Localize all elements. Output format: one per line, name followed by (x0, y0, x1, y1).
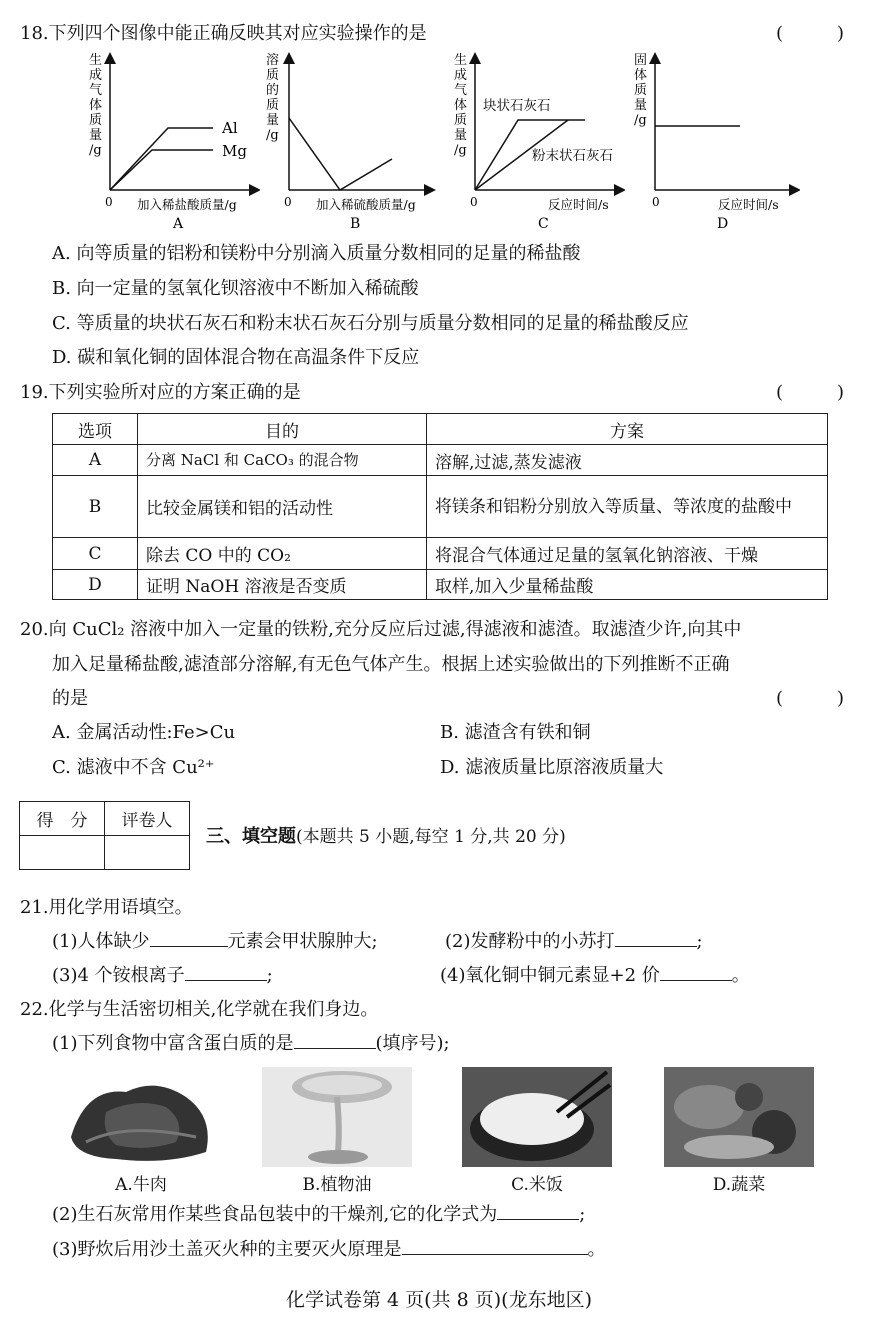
table-row (53, 445, 828, 476)
q18-option-c: C. 等质量的块状石灰石和粉末状石灰石分别与质量分数相同的足量的稀盐酸反应 (52, 313, 689, 334)
q20-option-b: B. 滤渣含有铁和铜 (440, 722, 591, 743)
ylabel-char: /g (89, 143, 102, 158)
graph-c (450, 48, 625, 233)
graph-c-ylabel (454, 52, 467, 158)
graph-a-mg-label: Mg (222, 142, 247, 160)
graph-d-tag: D (717, 216, 729, 232)
q21-p2-prefix: (2)发酵粉中的小苏打 (445, 931, 615, 952)
q19-table (52, 413, 828, 600)
row-goal: 除去 CO 中的 CO₂ (138, 538, 427, 570)
q21-part2 (445, 927, 703, 953)
row-plan: 将镁条和铝粉分别放入等质量、等浓度的盐酸中 (427, 476, 828, 538)
ylabel-char: 量 (266, 113, 280, 128)
q21-p4-suffix: 。 (731, 965, 750, 986)
graph-a-al-label: Al (222, 119, 238, 137)
ylabel-char: 质 (634, 83, 648, 98)
graph-a-tag: A (173, 216, 184, 232)
row-option: B (53, 476, 138, 538)
graph-d-xlabel: 反应时间/s (718, 197, 779, 212)
q20-line3: 的是 (52, 688, 88, 709)
q20-option-d: D. 滤液质量比原溶液质量大 (440, 757, 664, 778)
q18-option-a: A. 向等质量的铝粉和镁粉中分别滴入质量分数相同的足量的稀盐酸 (52, 243, 581, 264)
score-cell[interactable] (20, 836, 105, 870)
food-caption-d: D.蔬菜 (712, 1175, 766, 1195)
vegetable-oil-image (262, 1067, 412, 1167)
q21-blank-3[interactable] (185, 962, 267, 981)
q18-option-d: D. 碳和氧化铜的固体混合物在高温条件下反应 (52, 347, 420, 368)
row-option: A (53, 445, 138, 476)
q22-part1 (52, 1029, 450, 1055)
ylabel-char: 气 (89, 83, 103, 98)
q22-p3-prefix: (3)野炊后用沙土盖灭火种的主要灭火原理是 (52, 1239, 402, 1260)
vegetables-image (664, 1067, 814, 1167)
graph-a-al-line (110, 128, 213, 190)
header-plan: 方案 (427, 414, 828, 445)
graph-c-origin: 0 (470, 195, 478, 209)
graph-a-mg-line (110, 150, 213, 190)
graph-b-tag: B (350, 216, 361, 232)
graph-a-xlabel: 加入稀盐酸质量/g (137, 197, 237, 212)
ylabel-char: 量 (454, 128, 468, 143)
q21-part1 (52, 927, 378, 953)
ylabel-char: /g (454, 143, 467, 158)
graph-b-line (289, 118, 392, 190)
graph-b-origin: 0 (284, 195, 292, 209)
q22-blank-2[interactable] (497, 1201, 579, 1220)
graph-b (262, 48, 437, 233)
table-row (53, 570, 828, 600)
q22-blank-3[interactable] (402, 1236, 588, 1255)
q21-part4 (440, 961, 750, 987)
q21-stem: 21.用化学用语填空。 (20, 897, 193, 918)
q20-answer-paren: ( ) (776, 688, 845, 709)
q18-stem: 18.下列四个图像中能正确反映其对应实验操作的是 (20, 23, 427, 44)
ylabel-char: 的 (266, 83, 280, 98)
q22-stem: 22.化学与生活密切相关,化学就在我们身边。 (20, 999, 379, 1020)
page-footer: 化学试卷第 4 页(共 8 页)(龙东地区) (286, 1289, 592, 1311)
q21-blank-4[interactable] (660, 962, 732, 981)
q22-p2-suffix: ; (579, 1204, 586, 1225)
ylabel-char: 量 (89, 128, 103, 143)
header-option: 选项 (53, 414, 138, 445)
q21-p3-prefix: (3)4 个铵根离子 (52, 965, 185, 986)
row-option: D (53, 570, 138, 600)
ylabel-char: 体 (634, 68, 648, 83)
q22-part3 (52, 1235, 606, 1261)
q18-answer-paren: ( ) (776, 23, 845, 44)
q20-option-c: C. 滤液中不含 Cu²⁺ (52, 757, 215, 778)
food-caption-a: A.牛肉 (115, 1175, 167, 1195)
q21-p1-prefix: (1)人体缺少 (52, 931, 150, 952)
row-option: C (53, 538, 138, 570)
header-goal: 目的 (138, 414, 427, 445)
graph-b-xlabel: 加入稀硫酸质量/g (316, 197, 416, 212)
q21-p3-suffix: ; (266, 965, 273, 986)
row-plan: 将混合气体通过足量的氢氧化钠溶液、干燥 (427, 538, 828, 570)
section3-title: 三、填空题 (206, 826, 296, 847)
ylabel-char: 成 (454, 68, 468, 83)
q22-part2 (52, 1200, 585, 1226)
q20-option-a: A. 金属活动性:Fe>Cu (52, 722, 236, 743)
q21-p1-suffix: 元素会甲状腺肿大; (227, 931, 378, 952)
ylabel-char: 生 (89, 53, 103, 68)
section3-desc: (本题共 5 小题,每空 1 分,共 20 分) (296, 827, 566, 847)
row-goal: 比较金属镁和铝的活动性 (138, 476, 427, 538)
table-row (53, 538, 828, 570)
q22-p1-prefix: (1)下列食物中富含蛋白质的是 (52, 1033, 294, 1054)
row-plan: 溶解,过滤,蒸发滤液 (427, 445, 828, 476)
ylabel-char: 质 (266, 68, 280, 83)
ylabel-char: /g (634, 113, 647, 128)
graph-d (630, 48, 800, 233)
q22-p2-prefix: (2)生石灰常用作某些食品包装中的干燥剂,它的化学式为 (52, 1204, 498, 1225)
q19-stem: 19.下列实验所对应的方案正确的是 (20, 382, 301, 403)
ylabel-char: 质 (454, 113, 468, 128)
graph-d-origin: 0 (652, 195, 660, 209)
q20-line1: 20.向 CuCl₂ 溶液中加入一定量的铁粉,充分反应后过滤,得滤液和滤渣。取滤渣少许,向其中 (20, 619, 742, 640)
row-plan: 取样,加入少量稀盐酸 (427, 570, 828, 600)
grader-cell[interactable] (105, 836, 190, 870)
food-caption-c: C.米饭 (511, 1175, 563, 1195)
q19-answer-paren: ( ) (776, 382, 845, 403)
score-box (19, 801, 190, 870)
section3-heading (206, 822, 566, 848)
q18-option-b: B. 向一定量的氢氧化钡溶液中不断加入稀硫酸 (52, 278, 419, 299)
beef-image (66, 1067, 216, 1167)
q21-blank-1[interactable] (150, 928, 228, 947)
ylabel-char: 量 (634, 98, 648, 113)
food-caption-b: B.植物油 (302, 1175, 372, 1195)
ylabel-char: 质 (266, 98, 280, 113)
graph-c-tag: C (538, 216, 549, 232)
graph-d-ylabel (634, 53, 647, 128)
graph-a (85, 48, 260, 233)
score-label: 得 分 (20, 802, 105, 836)
table-row (53, 476, 828, 538)
q21-p2-suffix: ; (696, 931, 703, 952)
ylabel-char: 固 (634, 53, 648, 68)
ylabel-char: 体 (454, 98, 468, 113)
ylabel-char: /g (266, 128, 279, 143)
rice-image (462, 1067, 612, 1167)
ylabel-char: 体 (89, 98, 103, 113)
ylabel-char: 成 (89, 68, 103, 83)
ylabel-char: 溶 (266, 53, 280, 68)
ylabel-char: 生 (454, 53, 468, 68)
graph-c-block-label: 块状石灰石 (483, 98, 551, 114)
graph-c-xlabel: 反应时间/s (548, 197, 609, 212)
q21-p4-prefix: (4)氧化铜中铜元素显+2 价 (440, 965, 660, 986)
q20-line2: 加入足量稀盐酸,滤渣部分溶解,有无色气体产生。根据上述实验做出的下列推断不正确 (52, 654, 730, 675)
row-goal: 证明 NaOH 溶液是否变质 (138, 570, 427, 600)
q21-blank-2[interactable] (615, 928, 697, 947)
grader-label: 评卷人 (105, 802, 190, 836)
graph-c-powder-label: 粉末状石灰石 (532, 148, 613, 164)
graph-a-ylabel (89, 52, 102, 158)
ylabel-char: 气 (454, 83, 468, 98)
q22-p1-suffix: (填序号); (375, 1033, 450, 1054)
graph-b-ylabel (266, 52, 279, 143)
graph-a-origin: 0 (105, 195, 113, 209)
q22-p3-suffix: 。 (587, 1239, 606, 1260)
q21-part3 (52, 961, 273, 987)
q22-blank-1[interactable] (294, 1030, 376, 1049)
row-goal: 分离 NaCl 和 CaCO₃ 的混合物 (138, 445, 427, 476)
ylabel-char: 质 (89, 113, 103, 128)
table-header-row (53, 414, 828, 445)
